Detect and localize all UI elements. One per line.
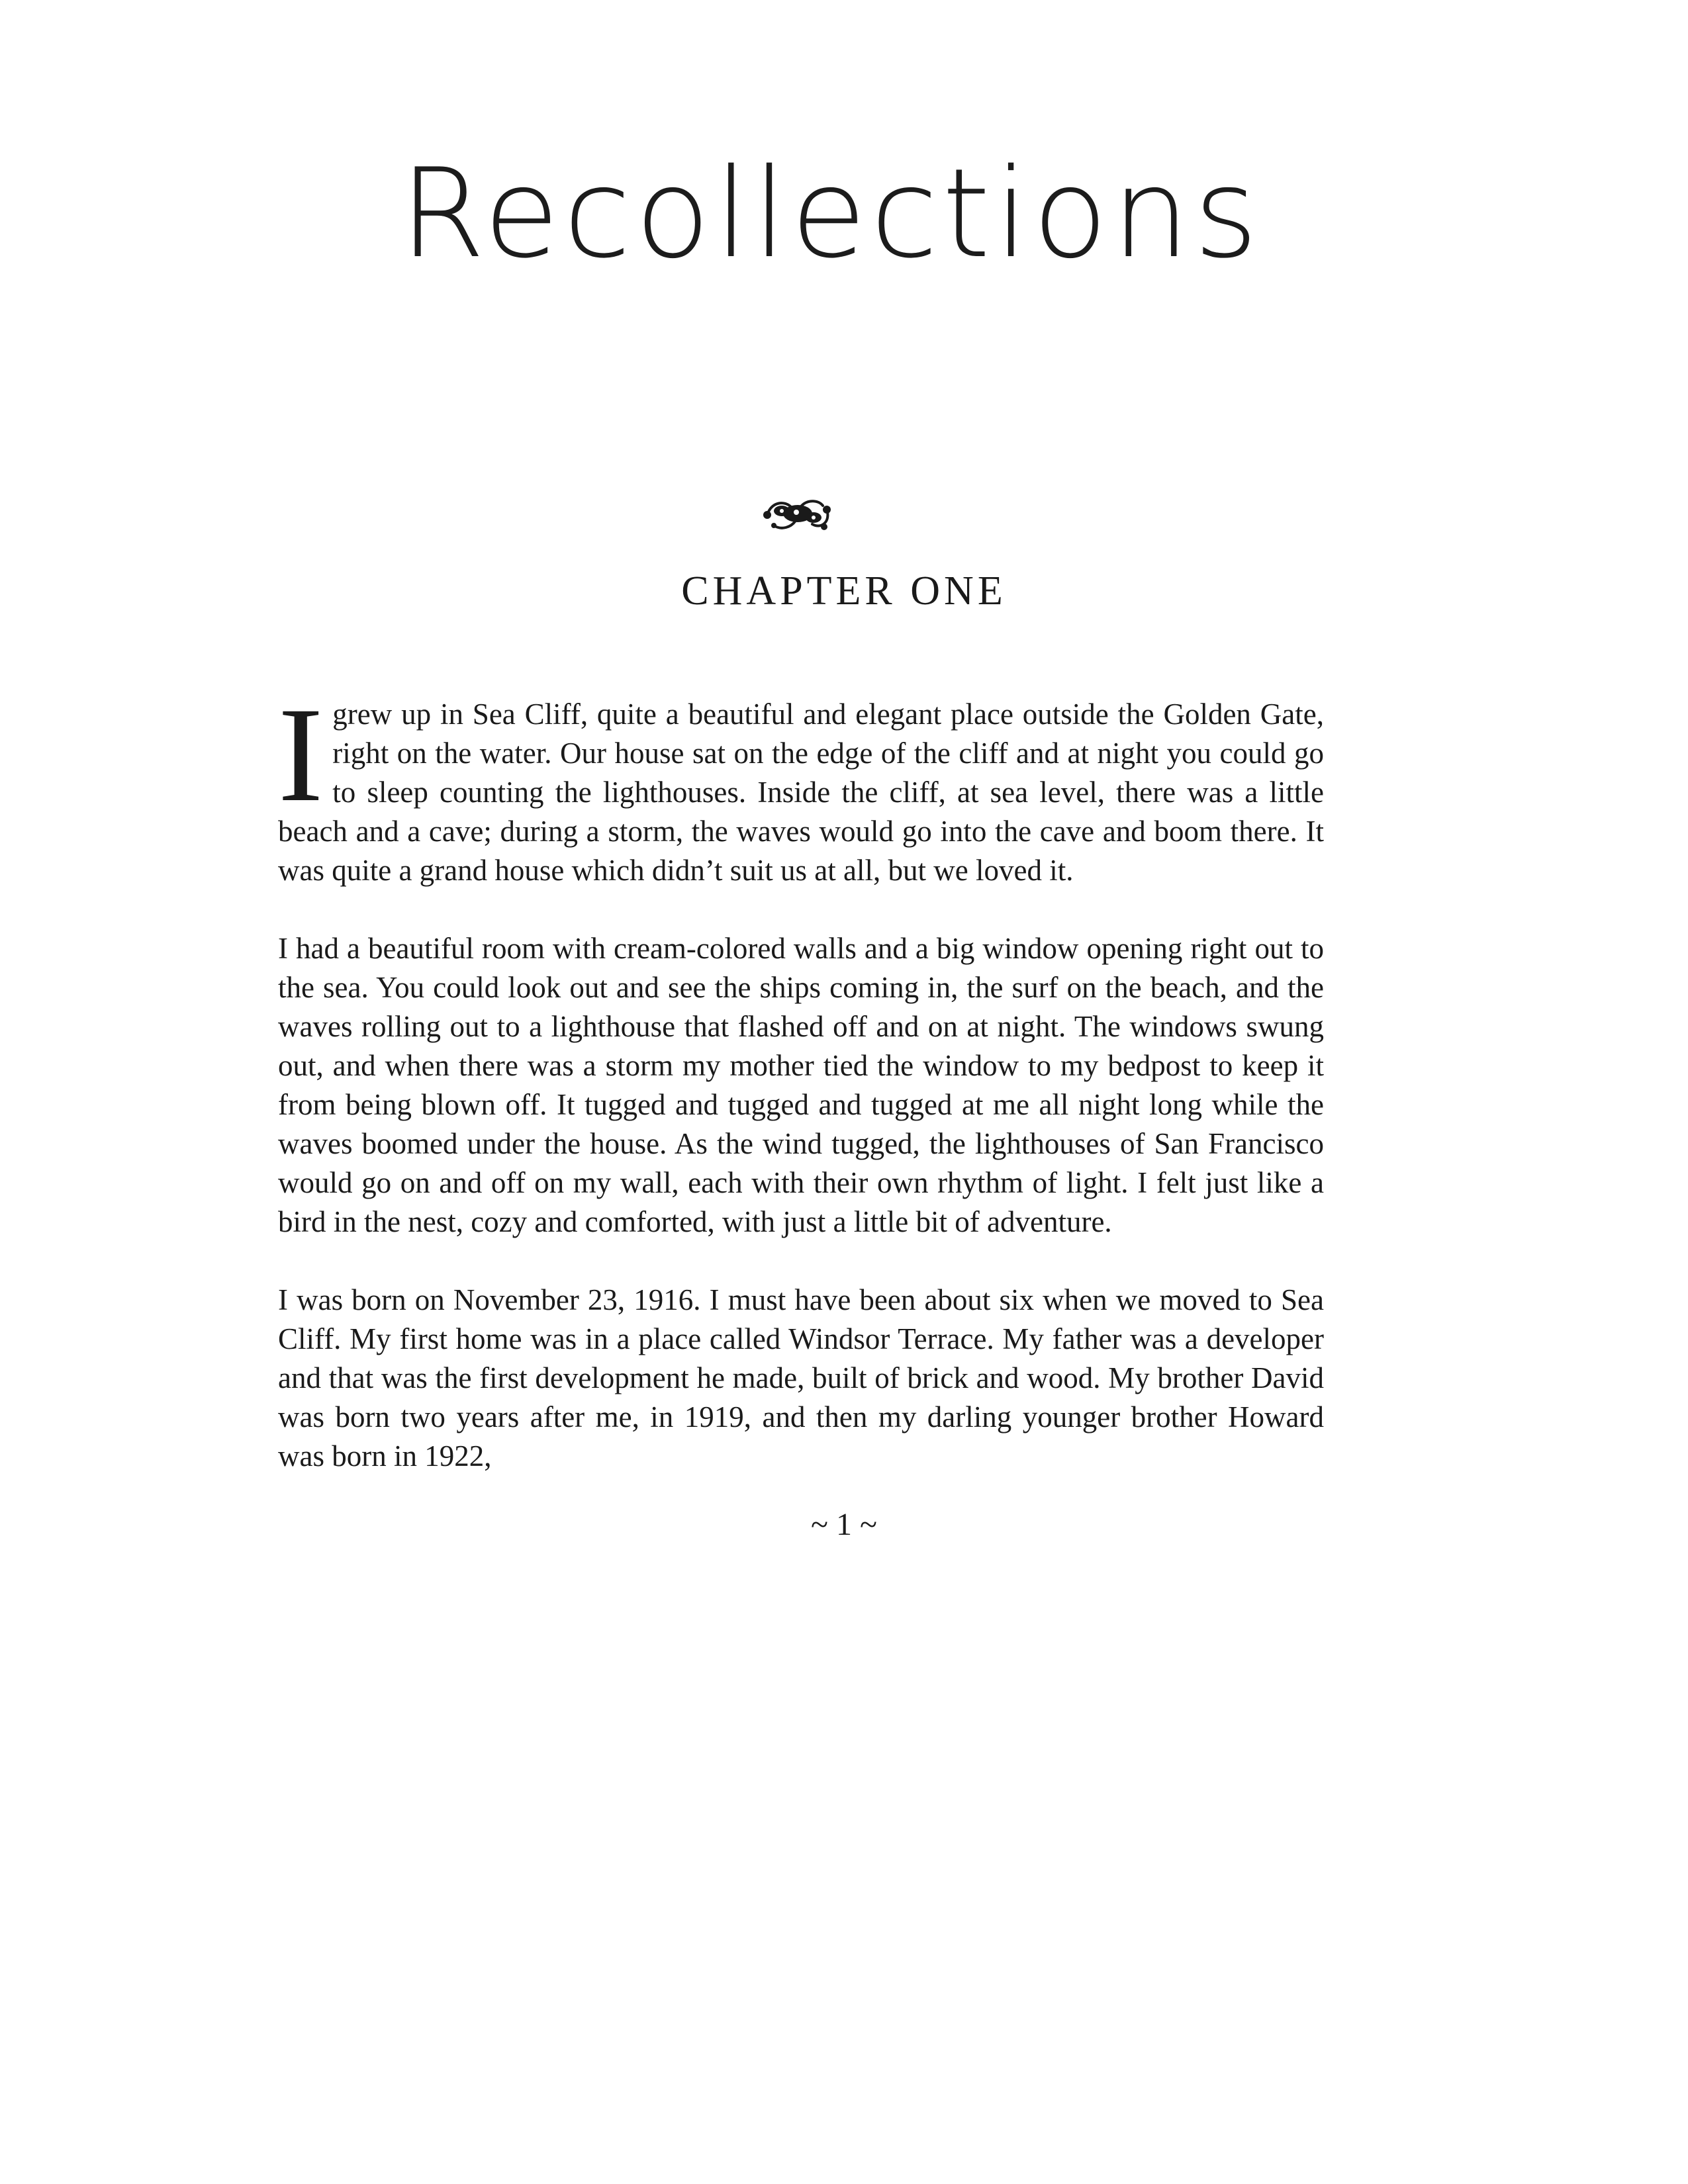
paragraph-1 xyxy=(278,680,1324,890)
page-number: ~ 1 ~ xyxy=(811,1507,877,1542)
paragraph-1-text: grew up in Sea Cliff, quite a beautiful and elegant place outside the Golden Gate, right on the water. Our house sat on the edge of the cliff and at night you could go to sleep counting the lighthouses. Inside the cliff, at sea level, there was a little beach and a cave; during a storm, the waves would go into the cave and boom there. It was quite a grand house which didn’t suit us at all, but we loved it. xyxy=(278,698,1324,887)
book-title: Recollections xyxy=(399,142,1262,285)
chapter-body xyxy=(278,680,1324,1515)
chapter-heading: CHAPTER ONE xyxy=(681,569,1007,614)
drop-cap: I xyxy=(278,680,324,830)
floral-ornament-icon xyxy=(758,495,837,535)
paragraph-2: I had a beautiful room with cream-colored walls and a big window opening right out to the sea. You could look out and see the ships coming in, the surf on the beach, and the waves rolling out to a lighthouse that flashed off and on at night. The windows swung out, and when there was a storm my mother tied the window to my bedpost to keep it from being blown off. It tugged and tugged and tugged at me all night long while the waves boomed under the house. As the wind tugged, the lighthouses of San Francisco would go on and off on my wall, each with their own rhythm of light. I felt just like a bird in the nest, cozy and comforted, with just a little bit of adventure. xyxy=(278,932,1324,1238)
paragraph-3: I was born on November 23, 1916. I must have been about six when we moved to Sea Cliff. My first home was in a place called Windsor Terrace. My father was a developer and that was the first development he made, built of brick and wood. My brother David was born two years after me, in 1919, and then my darling younger brother Howard was born in 1922, xyxy=(278,1283,1324,1473)
